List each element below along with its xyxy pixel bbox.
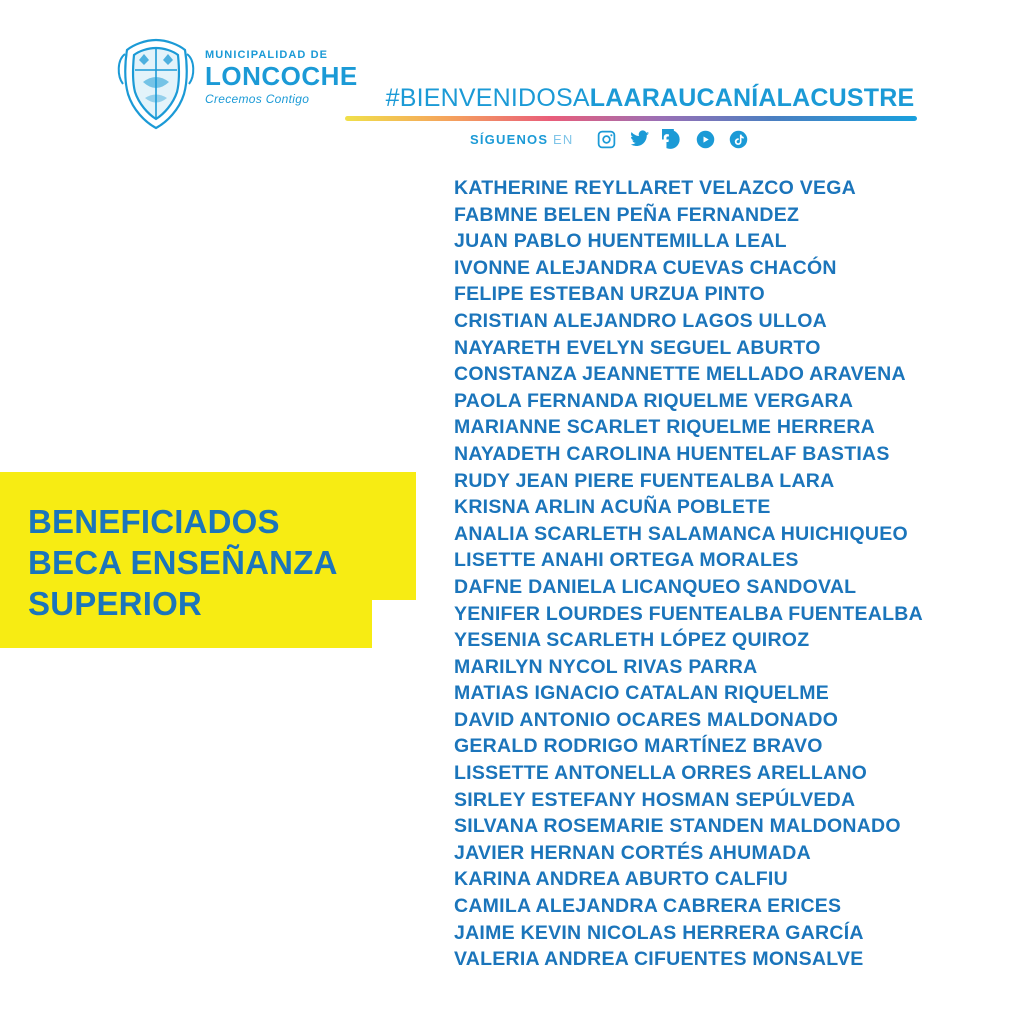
follow-us-bold: SÍGUENOS [470, 132, 549, 147]
list-item: MARIANNE SCARLET RIQUELME HERRERA [454, 416, 876, 439]
list-item: DAFNE DANIELA LICANQUEO SANDOVAL [454, 575, 857, 598]
page-title-line-1: BENEFICIADOS [28, 503, 280, 540]
list-item: JAVIER HERNAN CORTÉS AHUMADA [454, 841, 811, 864]
list-item: LISSETTE ANTONELLA ORRES ARELLANO [454, 762, 868, 785]
list-item: SILVANA ROSEMARIE STANDEN MALDONADO [454, 815, 901, 838]
list-item: JAIME KEVIN NICOLAS HERRERA GARCÍA [454, 921, 864, 944]
header [0, 28, 1024, 147]
facebook-icon[interactable] [662, 129, 683, 150]
list-item: KARINA ANDREA ABURTO CALFIU [454, 868, 788, 891]
tiktok-icon[interactable] [728, 129, 749, 150]
page-title [28, 502, 338, 625]
page-title-line-3: SUPERIOR [28, 584, 202, 622]
list-item: GERALD RODRIGO MARTÍNEZ BRAVO [454, 735, 823, 758]
list-item: ANALIA SCARLETH SALAMANCA HUICHIQUEO [454, 522, 908, 545]
list-item: LISETTE ANAHI ORTEGA MORALES [454, 549, 799, 572]
rainbow-divider [345, 116, 917, 121]
list-item: RUDY JEAN PIERE FUENTEALBA LARA [454, 469, 835, 492]
coat-of-arms-icon [115, 36, 197, 132]
list-item: YENIFER LOURDES FUENTEALBA FUENTEALBA [454, 602, 923, 625]
brand-line-name: LONCOCHE [205, 61, 358, 91]
list-item: FABMNE BELEN PEÑA FERNANDEZ [454, 203, 800, 226]
list-item: MARILYN NYCOL RIVAS PARRA [454, 655, 758, 678]
page-title-line-2: BECA ENSEÑANZA [28, 543, 338, 581]
youtube-icon[interactable] [695, 129, 716, 150]
list-item: SIRLEY ESTEFANY HOSMAN SEPÚLVEDA [454, 788, 856, 811]
brand-slogan: Crecemos Contigo [205, 92, 310, 106]
list-item: KATHERINE REYLLARET VELAZCO VEGA [454, 177, 856, 199]
title-banner-notch [372, 472, 416, 600]
list-item: KRISNA ARLIN ACUÑA POBLETE [454, 496, 771, 519]
list-item: DAVID ANTONIO OCARES MALDONADO [454, 708, 839, 731]
follow-us-light: EN [553, 132, 574, 147]
beneficiary-list [454, 175, 994, 973]
brand-lockup [205, 50, 358, 105]
list-item: IVONNE ALEJANDRA CUEVAS CHACÓN [454, 256, 837, 279]
twitter-icon[interactable] [629, 129, 650, 150]
social-icons [596, 129, 749, 150]
campaign-hashtag [380, 84, 920, 113]
list-item: CAMILA ALEJANDRA CABRERA ERICES [454, 895, 842, 918]
list-item: MATIAS IGNACIO CATALAN RIQUELME [454, 682, 829, 705]
list-item: FELIPE ESTEBAN URZUA PINTO [454, 283, 765, 306]
instagram-icon[interactable] [596, 129, 617, 150]
list-item: CONSTANZA JEANNETTE MELLADO ARAVENA [454, 363, 906, 386]
list-item: NAYARETH EVELYN SEGUEL ABURTO [454, 336, 821, 359]
list-item: JUAN PABLO HUENTEMILLA LEAL [454, 230, 787, 253]
list-item: YESENIA SCARLETH LÓPEZ QUIROZ [454, 629, 810, 652]
brand-line-municipality: MUNICIPALIDAD DE [205, 49, 329, 61]
list-item: PAOLA FERNANDA RIQUELME VERGARA [454, 389, 854, 412]
list-item: NAYADETH CAROLINA HUENTELAF BASTIAS [454, 442, 890, 465]
hashtag-highlight: LAARAUCANÍALACUSTRE [589, 84, 915, 112]
list-item: CRISTIAN ALEJANDRO LAGOS ULLOA [454, 309, 827, 332]
hashtag-prefix: #BIENVENIDOSA [385, 84, 590, 112]
title-banner [0, 472, 372, 648]
follow-us-label [470, 132, 574, 147]
list-item: VALERIA ANDREA CIFUENTES MONSALVE [454, 948, 864, 971]
